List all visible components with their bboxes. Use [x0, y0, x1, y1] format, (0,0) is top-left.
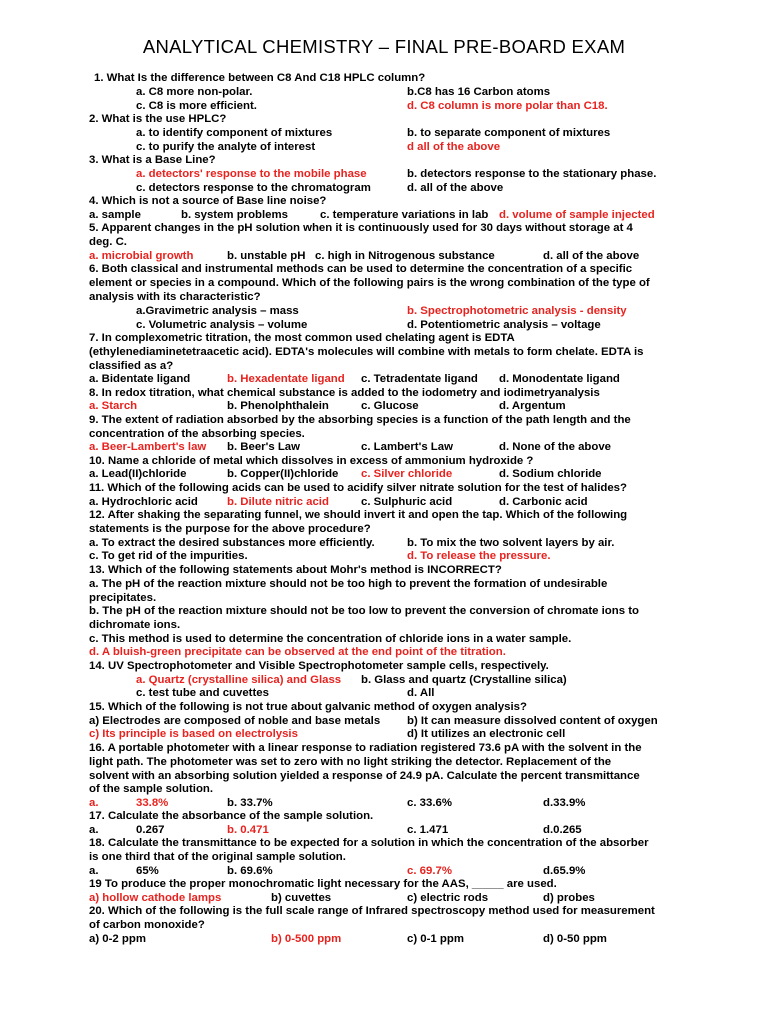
- question-line: 17. Calculate the absorbance of the sample solution.: [89, 810, 374, 822]
- question-line: 9. The extent of radiation absorbed by the absorbing species is a function of the path length and the: [89, 414, 631, 426]
- answer-option: a. C8 more non-polar.: [136, 86, 253, 98]
- question-line: (ethylenediaminetetraacetic acid). EDTA's molecules will combine with metals to form chelate. EDTA is: [89, 346, 644, 358]
- answer-option: a. sample: [89, 209, 141, 221]
- question-line: c. This method is used to determine the concentration of chloride ions in a water sample.: [89, 633, 572, 645]
- question-line: statements is the purpose for the above procedure?: [89, 523, 371, 535]
- answer-option-correct: b. 0.471: [227, 824, 269, 836]
- question-line: 15. Which of the following is not true about galvanic method of oxygen analysis?: [89, 701, 527, 713]
- answer-option-correct: a. Starch: [89, 400, 138, 412]
- question-line: a. The pH of the reaction mixture should not be too high to prevent the formation of undesirable: [89, 578, 608, 590]
- answer-option: c. 1.471: [407, 824, 449, 836]
- question-line: dichromate ions.: [89, 619, 181, 631]
- answer-option-correct: d all of the above: [407, 141, 501, 153]
- answer-option: a.: [89, 865, 99, 877]
- answer-option: a.: [89, 824, 99, 836]
- answer-option: a) Electrodes are composed of noble and base metals: [89, 715, 381, 727]
- answer-option: c. Sulphuric acid: [361, 496, 453, 508]
- answer-option: a. To extract the desired substances more efficiently.: [89, 537, 375, 549]
- answer-option-correct: c. Silver chloride: [361, 468, 453, 480]
- answer-option-correct: a. Beer-Lambert's law: [89, 441, 207, 453]
- answer-option: b. detectors response to the stationary phase.: [407, 168, 657, 180]
- answer-option: b. Phenolphthalein: [227, 400, 329, 412]
- answer-option: d. All: [407, 687, 435, 699]
- answer-option-correct: a. detectors' response to the mobile phase: [136, 168, 367, 180]
- answer-option: d) probes: [543, 892, 595, 904]
- answer-option: d. all of the above: [543, 250, 640, 262]
- answer-option: 65%: [136, 865, 159, 877]
- answer-option: a. Bidentate ligand: [89, 373, 191, 385]
- answer-option-correct: a.: [89, 797, 99, 809]
- answer-option: b. 69.6%: [227, 865, 273, 877]
- answer-option-correct: c) Its principle is based on electrolysis: [89, 728, 298, 740]
- question-line: deg. C.: [89, 236, 127, 248]
- question-line: precipitates.: [89, 592, 157, 604]
- answer-option: a. Lead(II)chloride: [89, 468, 187, 480]
- answer-option: d) It utilizes an electronic cell: [407, 728, 566, 740]
- question-line: 1. What Is the difference between C8 And C18 HPLC column?: [94, 72, 426, 84]
- answer-option: 0.267: [136, 824, 165, 836]
- question-line: b. The pH of the reaction mixture should not be too low to prevent the conversion of chromate ions to: [89, 605, 639, 617]
- answer-option: d. Argentum: [499, 400, 566, 412]
- answer-option-correct: d. C8 column is more polar than C18.: [407, 100, 608, 112]
- question-line: light path. The photometer was set to zero with no light striking the detector. Replacement of the: [89, 756, 612, 768]
- answer-option-correct: b. Hexadentate ligand: [227, 373, 345, 385]
- question-line: 11. Which of the following acids can be used to acidify silver nitrate solution for the test of halides?: [89, 482, 627, 494]
- question-line: of the sample solution.: [89, 783, 214, 795]
- answer-option-correct: a. microbial growth: [89, 250, 194, 262]
- answer-option-correct: a) hollow cathode lamps: [89, 892, 222, 904]
- answer-option: b. unstable pH: [227, 250, 306, 262]
- question-line: 10. Name a chloride of metal which dissolves in excess of ammonium hydroxide ?: [89, 455, 534, 467]
- answer-option: b. system problems: [181, 209, 288, 221]
- answer-option: d) 0-50 ppm: [543, 933, 607, 945]
- answer-option: b. to separate component of mixtures: [407, 127, 611, 139]
- answer-option: c. temperature variations in lab: [320, 209, 489, 221]
- answer-option: d. all of the above: [407, 182, 504, 194]
- question-line: 18. Calculate the transmittance to be expected for a solution in which the concentration of the absorber: [89, 837, 649, 849]
- answer-option: c. to purify the analyte of interest: [136, 141, 316, 153]
- question-line: is one third that of the original sample solution.: [89, 851, 346, 863]
- question-line: classified as a?: [89, 360, 174, 372]
- answer-option: b. Copper(II)chloride: [227, 468, 339, 480]
- answer-option: d.65.9%: [543, 865, 586, 877]
- answer-option: d. Carbonic acid: [499, 496, 588, 508]
- answer-option: b) cuvettes: [271, 892, 332, 904]
- answer-option: d. Potentiometric analysis – voltage: [407, 319, 601, 331]
- answer-option: c. C8 is more efficient.: [136, 100, 257, 112]
- question-line: 2. What is the use HPLC?: [89, 113, 227, 125]
- answer-option: a. Hydrochloric acid: [89, 496, 198, 508]
- question-line: 7. In complexometric titration, the most common used chelating agent is EDTA: [89, 332, 515, 344]
- answer-option: b. Beer's Law: [227, 441, 300, 453]
- answer-option: a.Gravimetric analysis – mass: [136, 305, 299, 317]
- answer-option: c. Lambert's Law: [361, 441, 453, 453]
- answer-option: c. test tube and cuvettes: [136, 687, 269, 699]
- question-line: 16. A portable photometer with a linear response to radiation registered 73.6 pA with the solvent in the: [89, 742, 642, 754]
- answer-option: d. Monodentate ligand: [499, 373, 620, 385]
- question-line: concentration of the absorbing species.: [89, 428, 305, 440]
- question-line: 5. Apparent changes in the pH solution when it is continuously used for 30 days without storage at 4: [89, 222, 633, 234]
- answer-option: b) It can measure dissolved content of oxygen: [407, 715, 658, 727]
- question-line: solvent with an absorbing solution yielded a response of 24.9 pA. Calculate the percent transmittance: [89, 770, 640, 782]
- answer-option-correct: d. To release the pressure.: [407, 550, 551, 562]
- answer-option: d.0.265: [543, 824, 582, 836]
- question-line: 4. Which is not a source of Base line noise?: [89, 195, 327, 207]
- answer-option: c. Volumetric analysis – volume: [136, 319, 308, 331]
- answer-option: d.33.9%: [543, 797, 586, 809]
- answer-option: c) 0-1 ppm: [407, 933, 464, 945]
- question-line: 20. Which of the following is the full scale range of Infrared spectroscopy method used for measurement: [89, 905, 655, 917]
- answer-option-correct: c. 69.7%: [407, 865, 452, 877]
- answer-option-correct: b. Spectrophotometric analysis - density: [407, 305, 627, 317]
- question-line: analysis with its characteristic?: [89, 291, 261, 303]
- answer-option: d. Sodium chloride: [499, 468, 602, 480]
- question-line: 13. Which of the following statements about Mohr's method is INCORRECT?: [89, 564, 502, 576]
- answer-option: c. detectors response to the chromatogram: [136, 182, 371, 194]
- question-line: 3. What is a Base Line?: [89, 154, 216, 166]
- question-line: 6. Both classical and instrumental methods can be used to determine the concentration of a specific: [89, 263, 633, 275]
- answer-option: b.C8 has 16 Carbon atoms: [407, 86, 551, 98]
- answer-option: c. Tetradentate ligand: [361, 373, 478, 385]
- answer-option: d. None of the above: [499, 441, 612, 453]
- answer-option: c. To get rid of the impurities.: [89, 550, 248, 562]
- answer-option: c) electric rods: [407, 892, 489, 904]
- answer-option: b. To mix the two solvent layers by air.: [407, 537, 615, 549]
- page-title: ANALYTICAL CHEMISTRY – FINAL PRE-BOARD EXAM: [142, 36, 626, 57]
- question-line: 14. UV Spectrophotometer and Visible Spectrophotometer sample cells, respectively.: [89, 660, 549, 672]
- answer-option: c. 33.6%: [407, 797, 452, 809]
- question-line: 8. In redox titration, what chemical substance is added to the iodometry and iodimetryanalysis: [89, 387, 600, 399]
- answer-option: c. high in Nitrogenous substance: [315, 250, 495, 262]
- question-line: of carbon monoxide?: [89, 919, 205, 931]
- answer-option: c. Glucose: [361, 400, 419, 412]
- answer-option-correct: 33.8%: [136, 797, 169, 809]
- question-line: d. A bluish-green precipitate can be observed at the end point of the titration.: [89, 646, 506, 658]
- answer-option-correct: b) 0-500 ppm: [271, 933, 342, 945]
- question-line: element or species in a compound. Which of the following pairs is the wrong combination of the type of: [89, 277, 650, 289]
- answer-option-correct: d. volume of sample injected: [499, 209, 655, 221]
- answer-option: b. Glass and quartz (Crystalline silica): [361, 674, 567, 686]
- answer-option: a) 0-2 ppm: [89, 933, 146, 945]
- question-line: 12. After shaking the separating funnel, we should invert it and open the tap. Which of the following: [89, 509, 628, 521]
- answer-option-correct: b. Dilute nitric acid: [227, 496, 329, 508]
- question-line: 19 To produce the proper monochromatic light necessary for the AAS, _____ are used.: [89, 878, 557, 890]
- answer-option: b. 33.7%: [227, 797, 273, 809]
- answer-option-correct: a. Quartz (crystalline silica) and Glass: [136, 674, 342, 686]
- answer-option: a. to identify component of mixtures: [136, 127, 333, 139]
